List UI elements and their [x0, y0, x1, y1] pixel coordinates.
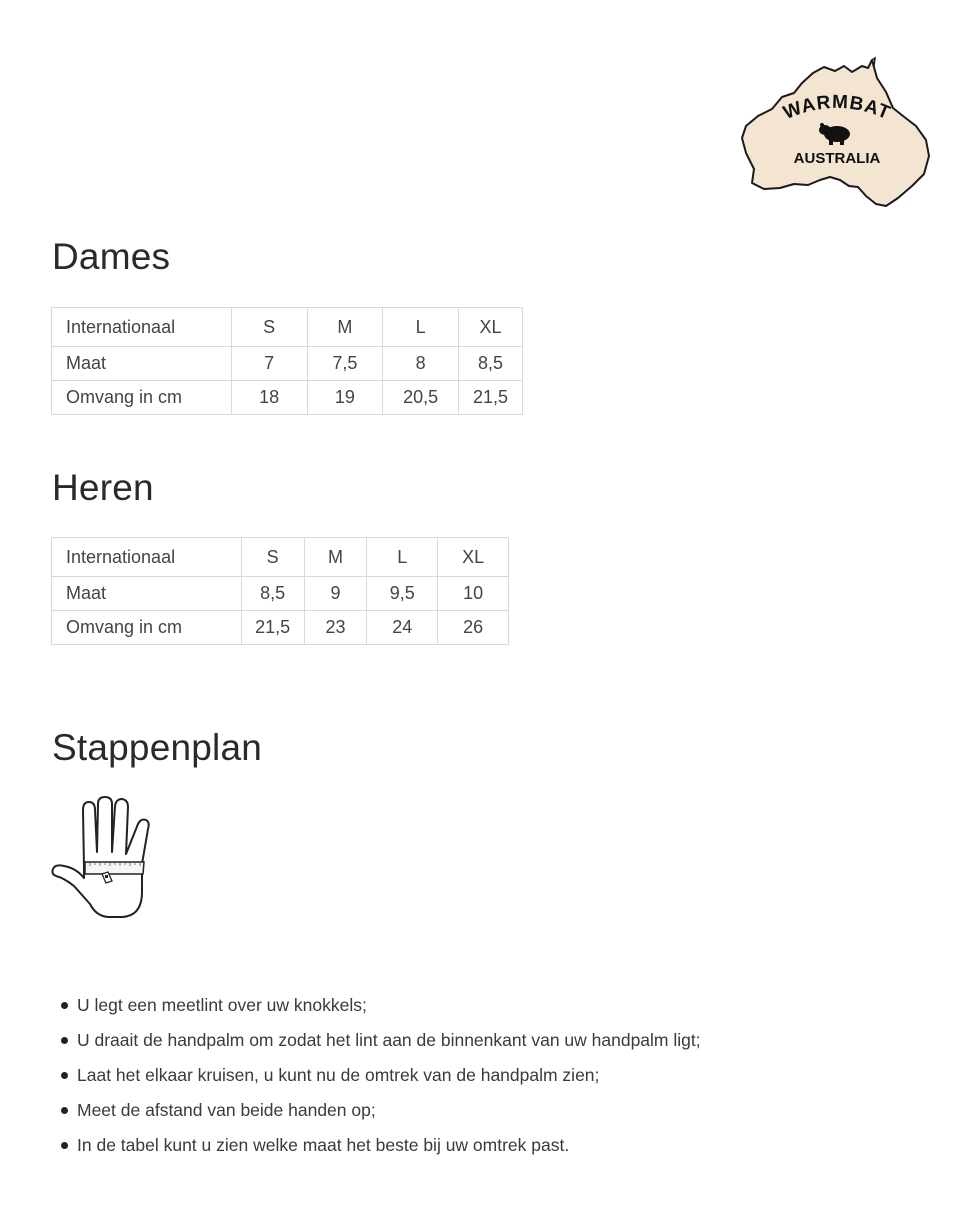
stappenplan-heading: Stappenplan [52, 727, 262, 768]
table-cell: 8 [383, 347, 459, 381]
logo-top-text: WARMBAT [780, 91, 894, 125]
table-cell: 19 [307, 381, 383, 415]
list-item [60, 988, 701, 1023]
table-cell: 8,5 [241, 577, 304, 611]
table-cell: 9,5 [367, 577, 438, 611]
table-cell: 10 [438, 577, 509, 611]
steps-list [60, 988, 701, 1163]
table-row [52, 347, 523, 381]
table-cell: 26 [438, 611, 509, 645]
heren-heading: Heren [52, 467, 154, 508]
table-cell: S [231, 308, 307, 347]
list-item [60, 1093, 701, 1128]
table-row [52, 538, 509, 577]
list-item [60, 1023, 701, 1058]
table-cell: M [307, 308, 383, 347]
step-text: Laat het elkaar kruisen, u kunt nu de omtrek van de handpalm zien; [77, 1065, 600, 1085]
table-row [52, 577, 509, 611]
bullet-icon [61, 1037, 68, 1044]
heren-size-table [51, 537, 509, 645]
table-cell: Maat [52, 577, 242, 611]
table-cell: 21,5 [241, 611, 304, 645]
table-cell: Omvang in cm [52, 381, 232, 415]
table-cell: Maat [52, 347, 232, 381]
table-cell: M [304, 538, 367, 577]
table-cell: 20,5 [383, 381, 459, 415]
dames-size-table [51, 307, 523, 415]
table-cell: XL [438, 538, 509, 577]
table-cell: 8,5 [459, 347, 523, 381]
bullet-icon [61, 1107, 68, 1114]
table-cell: L [367, 538, 438, 577]
table-row [52, 611, 509, 645]
dames-heading: Dames [52, 236, 171, 277]
table-cell: 23 [304, 611, 367, 645]
hand-measure-icon [50, 796, 154, 922]
table-cell: 21,5 [459, 381, 523, 415]
step-text: Meet de afstand van beide handen op; [77, 1100, 376, 1120]
table-cell: Omvang in cm [52, 611, 242, 645]
table-cell: Internationaal [52, 538, 242, 577]
australia-map-icon [740, 56, 932, 210]
logo-bottom-text: AUSTRALIA [793, 150, 881, 167]
bullet-icon [61, 1072, 68, 1079]
list-item [60, 1058, 701, 1093]
step-text: In de tabel kunt u zien welke maat het beste bij uw omtrek past. [77, 1135, 570, 1155]
table-cell: L [383, 308, 459, 347]
list-item [60, 1128, 701, 1163]
step-text: U draait de handpalm om zodat het lint aan de binnenkant van uw handpalm ligt; [77, 1030, 701, 1050]
table-cell: 9 [304, 577, 367, 611]
bullet-icon [61, 1142, 68, 1149]
bullet-icon [61, 1002, 68, 1009]
table-cell: XL [459, 308, 523, 347]
table-cell: 7,5 [307, 347, 383, 381]
table-cell: 24 [367, 611, 438, 645]
table-cell: 7 [231, 347, 307, 381]
table-row [52, 308, 523, 347]
warmbat-logo [740, 56, 932, 210]
table-cell: S [241, 538, 304, 577]
step-text: U legt een meetlint over uw knokkels; [77, 995, 367, 1015]
table-row [52, 381, 523, 415]
table-cell: Internationaal [52, 308, 232, 347]
table-cell: 18 [231, 381, 307, 415]
